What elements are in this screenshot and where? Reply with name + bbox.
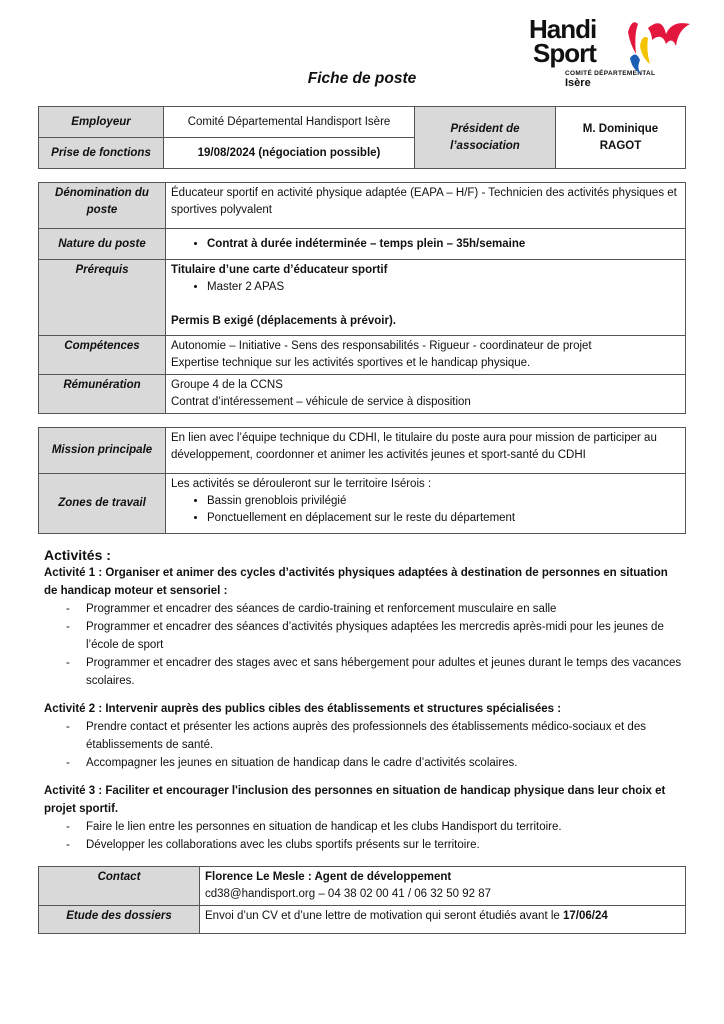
header-table [38, 106, 686, 169]
remuneration-line2: Contrat d’intéressement – véhicule de service à disposition [171, 396, 471, 408]
activite-3-title: Activité 3 : Faciliter et encourager l'inclusion des personnes en situation de handicap physique dans leur choix et projet sportif. [44, 785, 666, 815]
competences-label: Compétences [39, 336, 166, 375]
dossiers-date: 17/06/24 [563, 910, 608, 922]
activite-1-title: Activité 1 : Organiser et animer des cycles d’activités physiques adaptées à destination de personnes en situation de handicap moteur et sensoriel : [44, 567, 668, 597]
logo-word-sport: Sport [533, 38, 596, 68]
poste-table [38, 182, 686, 414]
denomination-label: Dénomination du poste [39, 183, 166, 229]
list-item: - Programmer et encadrer des séances d’activités physiques adaptées les mercredis après-midi pour les jeunes de l’école de sport [66, 621, 664, 651]
mission-table [38, 427, 686, 534]
competences-line1: Autonomie – Initiative - Sens des responsabilités - Rigueur - coordinateur de projet [171, 340, 592, 352]
contact-label: Contact [39, 867, 200, 906]
dossiers-cell [200, 906, 686, 934]
list-item: - Accompagner les jeunes en situation de handicap dans le cadre d’activités scolaires. [66, 757, 518, 769]
employeur-value: Comité Départemental Handisport Isère [164, 107, 415, 138]
zones-item: • Bassin grenoblois privilégié [207, 493, 680, 510]
dossiers-label: Etude des dossiers [39, 906, 200, 934]
zones-cell [166, 474, 686, 534]
prerequis-label: Prérequis [39, 260, 166, 336]
remuneration-cell [166, 375, 686, 414]
list-item: - Programmer et encadrer des séances de cardio-training et renforcement musculaire en salle [66, 603, 557, 615]
dossiers-text: Envoi d’un CV et d’une lettre de motivation qui seront étudiés avant le [205, 910, 563, 922]
prerequis-cell [166, 260, 686, 336]
competences-line2: Expertise technique sur les activités sportives et le handicap physique. [171, 357, 531, 369]
contact-email-link[interactable]: cd38@handisport.org [205, 888, 316, 900]
mission-value: En lien avec l’équipe technique du CDHI, le titulaire du poste aura pour mission de participer au développement, coordonner et animer les activités jeunes et sport-santé du CDHI [166, 428, 686, 474]
nature-value: • Contrat à durée indéterminée – temps plein – 35h/semaine [207, 236, 680, 253]
logo-mark-icon [622, 14, 694, 76]
zones-label: Zones de travail [39, 474, 166, 534]
prerequis-line1: Titulaire d’une carte d’éducateur sportif [171, 264, 388, 276]
prerequis-line2: Permis B exigé (déplacements à prévoir). [171, 315, 396, 327]
contact-name: Florence Le Mesle : Agent de développement [205, 871, 452, 883]
prerequis-bullet: • Master 2 APAS [207, 279, 680, 296]
zones-item: • Ponctuellement en déplacement sur le reste du département [207, 510, 680, 527]
employeur-label: Employeur [39, 107, 164, 138]
logo-dept: Isère [565, 77, 591, 89]
list-item: - Développer les collaborations avec les clubs sportifs présents sur le territoire. [66, 839, 480, 851]
president-value: M. Dominique RAGOT [556, 107, 686, 169]
list-item: - Prendre contact et présenter les actions auprès des professionnels des établissements médico-sociaux et des établissements de santé. [66, 721, 646, 751]
competences-cell [166, 336, 686, 375]
remuneration-label: Rémunération [39, 375, 166, 414]
president-label: Président de l’association [415, 107, 556, 169]
activite-2-title: Activité 2 : Intervenir auprès des publics cibles des établissements et structures spécialisées : [44, 703, 562, 715]
remuneration-line1: Groupe 4 de la CCNS [171, 379, 283, 391]
logo-word-handi: Handi [529, 14, 597, 44]
denomination-value: Éducateur sportif en activité physique adaptée (EAPA – H/F) - Technicien des activités physiques et sportives polyvalent [166, 183, 686, 229]
contact-table [38, 866, 686, 934]
mission-label: Mission principale [39, 428, 166, 474]
contact-phones: – 04 38 02 00 41 / 06 32 50 92 87 [315, 888, 491, 900]
nature-cell [166, 229, 686, 260]
logo-committee: COMITÉ DÉPARTEMENTAL [565, 70, 656, 77]
list-item: - Programmer et encadrer des stages avec et sans hébergement pour adultes et jeunes durant le temps des vacances scolaires. [66, 657, 682, 687]
nature-label: Nature du poste [39, 229, 166, 260]
prise-label: Prise de fonctions [39, 138, 164, 169]
zones-intro: Les activités se dérouleront sur le territoire Isérois : [171, 478, 432, 490]
prise-value: 19/08/2024 (négociation possible) [164, 138, 415, 169]
contact-cell [200, 867, 686, 906]
activites-heading: Activités : [44, 547, 111, 563]
page-title: Fiche de poste [307, 70, 417, 87]
activites-section [44, 546, 684, 854]
list-item: - Faire le lien entre les personnes en situation de handicap et les clubs Handisport du territoire. [66, 821, 562, 833]
